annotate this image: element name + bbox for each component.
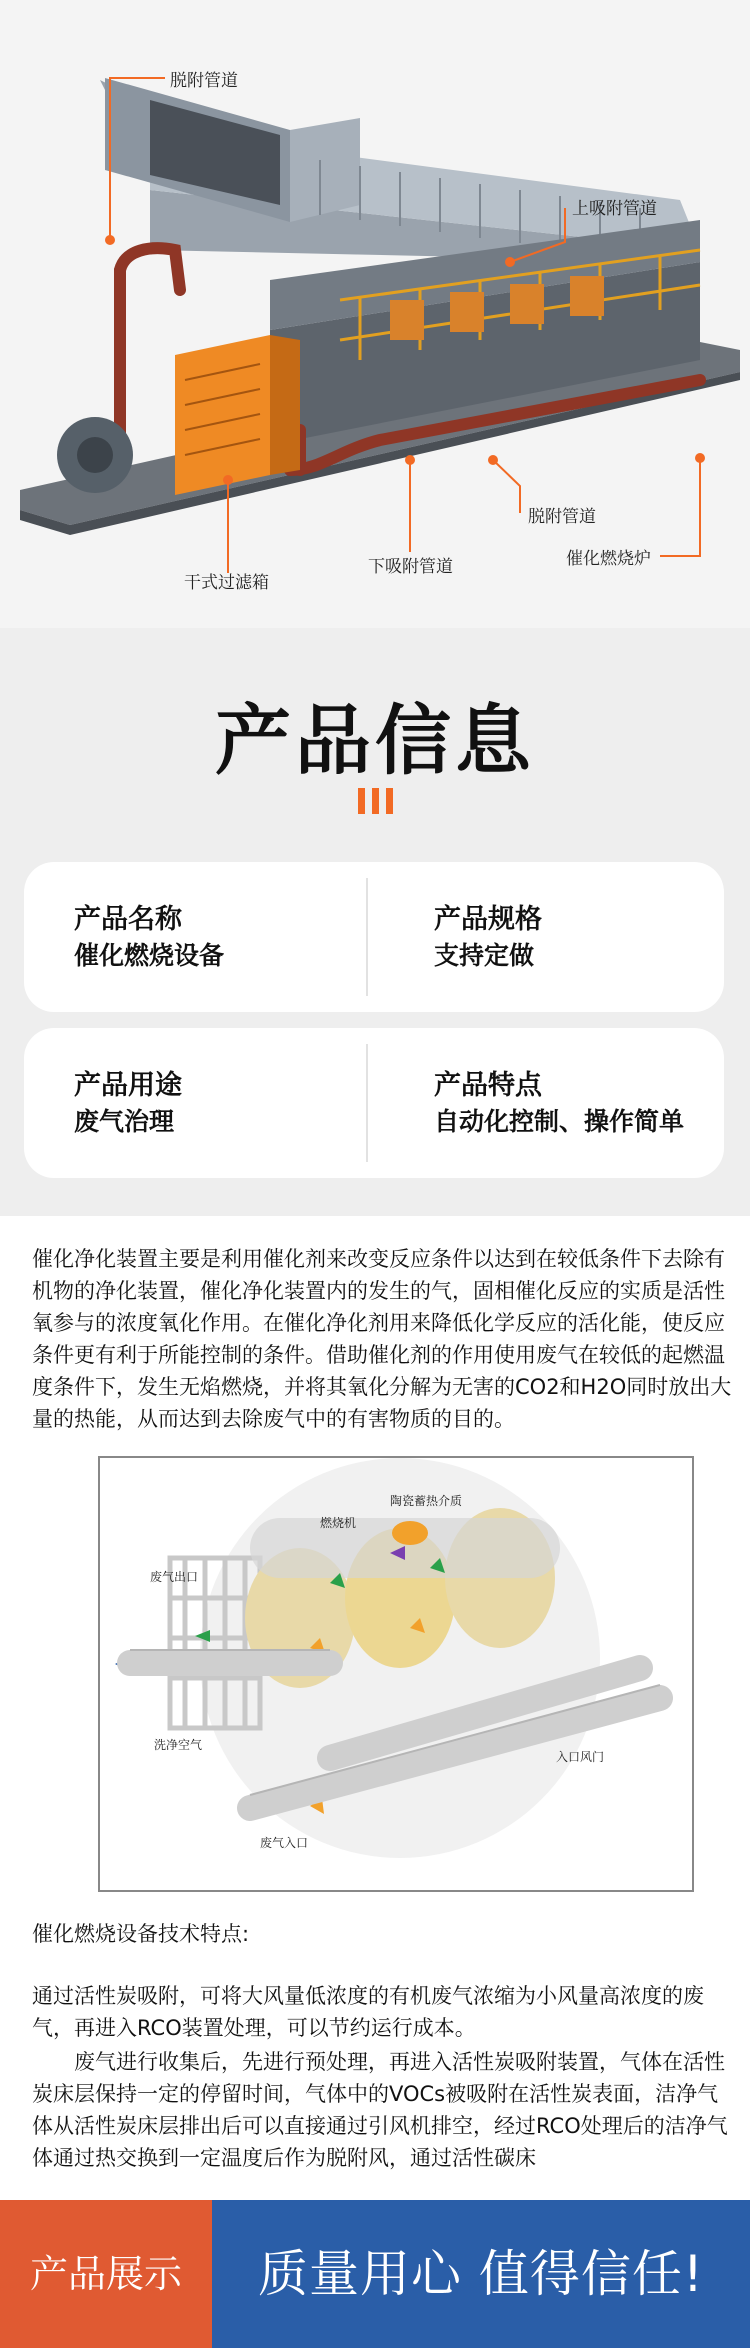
info-card <box>24 1028 724 1178</box>
info-key: 产品用途 <box>74 1070 182 1101</box>
rco-diagram-illustration <box>100 1458 694 1892</box>
info-value: 废气治理 <box>74 1107 175 1136</box>
title-decoration-icon <box>356 788 394 814</box>
features-title: 催化燃烧设备技术特点: <box>32 1922 250 1946</box>
card-divider <box>366 1044 368 1162</box>
info-value: 催化燃烧设备 <box>74 941 225 970</box>
info-cell-product-spec <box>434 902 542 974</box>
rco-diagram <box>98 1456 694 1892</box>
equipment-photo <box>0 0 750 628</box>
callout-desorption-pipe-top: 脱附管道 <box>170 71 238 91</box>
features-paragraph: 通过活性炭吸附，可将大风量低浓度的有机废气浓缩为小风量高浓度的废气，再进入RCO装置处理，可以节约运行成本。 <box>32 1984 704 2040</box>
diagram-label-ceramic-media: 陶瓷蓄热介质 <box>390 1494 463 1508</box>
info-cell-product-features <box>434 1068 684 1140</box>
diagram-label-burner: 燃烧机 <box>320 1516 357 1530</box>
diagram-label-exhaust-inlet: 废气入口 <box>260 1836 309 1850</box>
info-card <box>24 862 724 1012</box>
product-showcase-label: 产品展示 <box>29 2252 182 2296</box>
callout-upper-suction-pipe: 上吸附管道 <box>572 199 657 219</box>
equipment-illustration <box>0 0 750 628</box>
info-cell-product-name <box>74 902 224 974</box>
diagram-label-exhaust-outlet: 废气出口 <box>150 1570 199 1584</box>
callout-catalytic-furnace: 催化燃烧炉 <box>566 549 651 569</box>
slogan-text: 质量用心 值得信任! <box>258 2245 704 2303</box>
bottom-banner <box>0 2200 750 2348</box>
info-value: 支持定做 <box>434 941 535 970</box>
info-key: 产品名称 <box>74 904 182 935</box>
diagram-label-inlet-damper: 入口风门 <box>556 1750 605 1764</box>
slogan-panel <box>212 2200 750 2348</box>
info-cell-product-use <box>74 1068 182 1140</box>
info-key: 产品特点 <box>434 1070 542 1101</box>
diagram-label-clean-air: 洗净空气 <box>154 1738 203 1752</box>
info-key: 产品规格 <box>434 904 542 935</box>
callout-dry-filter-box: 干式过滤箱 <box>184 573 269 593</box>
features-paragraph: 废气进行收集后，先进行预处理，再进入活性炭吸附装置，气体在活性炭床层保持一定的停留时间，气体中的VOCs被吸附在活性炭表面，洁净气体从活性炭床层排出后可以直接通过引风机排空，经过RCO处理后的洁净气体通过热交换到一定温度后作为脱附风，通过活性碳床 <box>32 2050 728 2170</box>
info-value: 自动化控制、操作简单 <box>434 1107 685 1136</box>
callout-lower-suction-pipe: 下吸附管道 <box>368 557 453 577</box>
section-title: 产品信息 <box>215 696 535 785</box>
card-divider <box>366 878 368 996</box>
product-info-section <box>0 628 750 1216</box>
product-description: 催化净化装置主要是利用催化剂来改变反应条件以达到在较低条件下去除有机物的净化装置，催化净化装置内的发生的气，固相催化反应的实质是活性氧参与的浓度氧化作用。在催化净化剂用来降低化学反应的活化能，使反应条件更有利于所能控制的条件。借助催化剂的作用使用废气在较低的起燃温度条件下，发生无焰燃烧，并将其氧化分解为无害的CO2和H2O同时放出大量的热能，从而达到去除废气中的有害物质的目的。 <box>32 1247 732 1431</box>
product-showcase-tab[interactable] <box>0 2200 212 2348</box>
callout-desorption-pipe-bottom: 脱附管道 <box>528 507 596 527</box>
